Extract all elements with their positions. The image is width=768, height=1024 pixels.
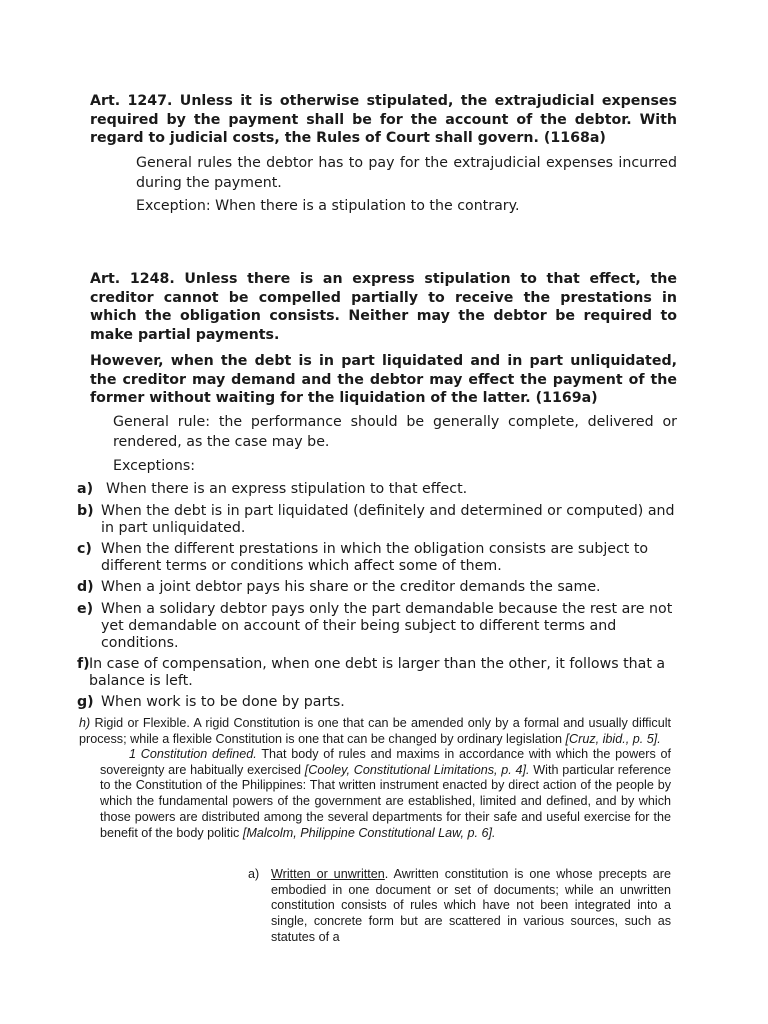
citation-malcolm: [Malcolm, Philippine Constitutional Law, p. 6].	[242, 825, 496, 840]
exception-item-e	[77, 601, 677, 652]
written-or-unwritten-paragraph	[271, 867, 671, 946]
article-1248-general-rule: General rule: the performance should be generally complete, delivered or rendered, as the case may be.	[113, 414, 677, 450]
citation-cruz: [Cruz, ibid., p. 5].	[565, 731, 661, 746]
item-a-label: a)	[248, 867, 260, 881]
constitution-defined-text-2: With particular reference to the Constitution of the Philippines: That written instrument enacted by direct action of the people by which the fundamental powers of the government are established, limited and defined, and by which those powers are distributed among the several departments for their safe and useful exercise for the benefit of the body politic	[100, 762, 671, 840]
exception-item-b	[77, 503, 677, 537]
exception-label: f)	[77, 656, 90, 672]
constitution-defined-text-1: That body of rules and maxims in accordance with which the powers of sovereignty are habitually exercised	[100, 747, 671, 777]
written-or-unwritten-title: Written or unwritten	[271, 867, 385, 881]
exception-label: g)	[77, 694, 94, 710]
exception-text: When a joint debtor pays his share or the creditor demands the same.	[101, 579, 601, 595]
exception-label: d)	[77, 579, 94, 595]
exception-text: In case of compensation, when one debt is larger than the other, it follows that a balance is left.	[89, 656, 666, 689]
exception-text: When a solidary debtor pays only the part demandable because the rest are not yet demandable on account of their being subject to different terms and conditions.	[101, 601, 673, 651]
article-1248-heading-continued: However, when the debt is in part liquidated and in part unliquidated, the creditor may demand and the debtor may effect the payment of the former without waiting for the liquidation of the latter. (1169a)	[90, 353, 677, 406]
exception-text: When the debt is in part liquidated (definitely and determined or computed) and in part unliquidated.	[101, 503, 675, 536]
article-1247-exception: Exception: When there is a stipulation to the contrary.	[136, 198, 520, 214]
exception-item-a	[77, 481, 677, 498]
article-1248-exceptions-label: Exceptions:	[113, 458, 195, 474]
exception-text: When there is an express stipulation to that effect.	[106, 481, 468, 497]
article-1247-heading: Art. 1247. Unless it is otherwise stipulated, the extrajudicial expenses required by the payment shall be for the account of the debtor. With regard to judicial costs, the Rules of Court shall govern. (1168a)	[90, 93, 677, 146]
exception-item-g	[77, 694, 677, 711]
exception-item-f	[77, 656, 677, 690]
exception-label: b)	[77, 503, 94, 519]
exception-item-c	[77, 541, 677, 575]
exception-label: a)	[77, 481, 94, 497]
constitution-defined-title: 1 Constitution defined.	[129, 747, 257, 761]
exception-text: When work is to be done by parts.	[101, 694, 345, 710]
exception-text: When the different prestations in which the obligation consists are subject to different terms or conditions which affect some of them.	[101, 541, 649, 574]
article-1248-heading: Art. 1248. Unless there is an express stipulation to that effect, the creditor cannot be compelled partially to receive the prestations in which the obligation consists. Neither may the debtor be required to make partial payments.	[90, 271, 677, 343]
exception-item-d	[77, 579, 677, 596]
item-h-label: h)	[79, 716, 91, 730]
exception-label: c)	[77, 541, 92, 557]
rigid-or-flexible-text: Rigid or Flexible. A rigid Constitution is one that can be amended only by a formal and usually difficult process; while a flexible Constitution is one that can be changed by ordinary legislation	[79, 716, 672, 746]
constitution-defined-paragraph	[100, 747, 671, 841]
written-or-unwritten-text: . Awritten constitution is one whose precepts are embodied in one document or set of documents; while an unwritten constitution consists of rules which have not been integrated into a single, concrete form but are scattered in various sources, such as statutes of a	[271, 867, 671, 944]
rigid-or-flexible-paragraph	[79, 716, 671, 747]
exception-label: e)	[77, 601, 94, 617]
article-1247-general-rule: General rules the debtor has to pay for the extrajudicial expenses incurred during the payment.	[136, 155, 677, 191]
citation-cooley: [Cooley, Constitutional Limitations, p. 4].	[304, 762, 530, 777]
